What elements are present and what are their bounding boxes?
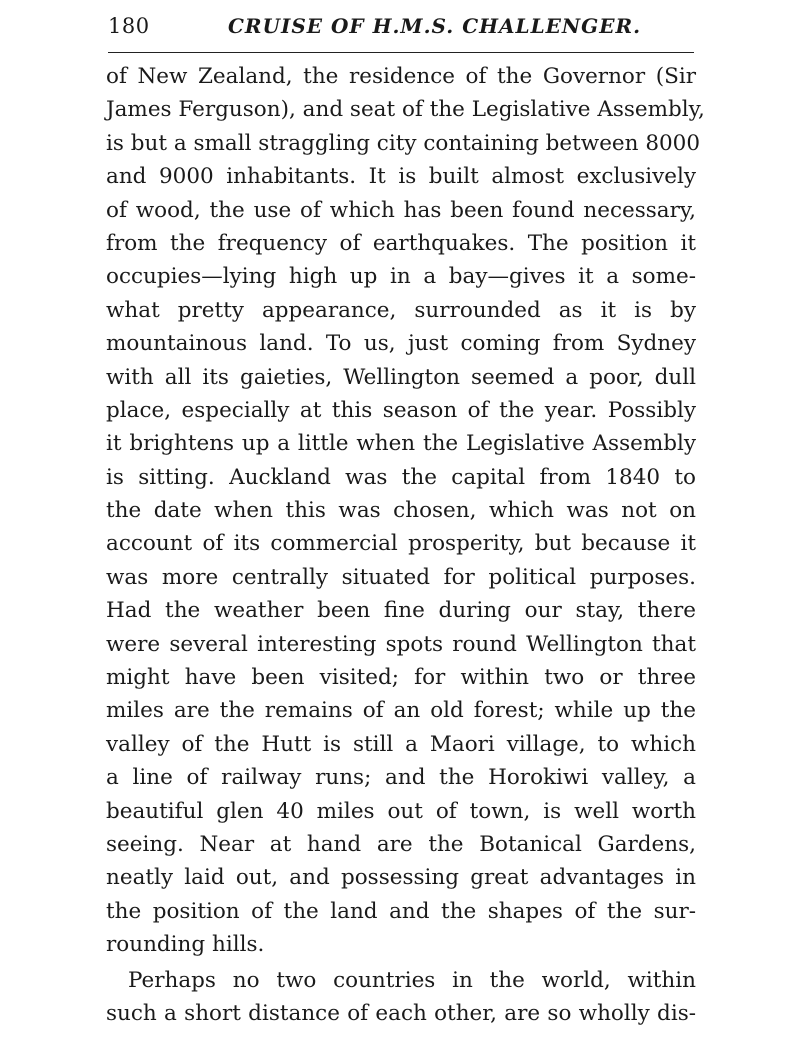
text-line: occupies—lying high up in a bay—gives it a some- xyxy=(106,264,696,290)
text-line: such a short distance of each other, are so wholly dis- xyxy=(106,1000,696,1026)
text-line: of New Zealand, the residence of the Governor (Sir xyxy=(106,64,696,89)
text-line: valley of the Hutt is still a Maori village, to which xyxy=(106,731,696,757)
text-line: a line of railway runs; and the Horokiwi valley, a xyxy=(106,765,696,791)
text-line: beautiful glen 40 miles out of town, is well worth xyxy=(106,798,696,824)
paragraph-2 xyxy=(106,964,696,1031)
running-head xyxy=(108,14,694,48)
text-line: what pretty appearance, surrounded as it is by xyxy=(106,297,696,323)
header-rule xyxy=(108,52,694,53)
running-title: CRUISE OF H.M.S. CHALLENGER. xyxy=(228,14,642,38)
text-line: rounding hills. xyxy=(106,932,265,958)
text-line: is sitting. Auckland was the capital from 1840 to xyxy=(106,464,696,490)
text-line: seeing. Near at hand are the Botanical Gardens, xyxy=(106,831,696,857)
text-line: the date when this was chosen, which was not on xyxy=(106,498,696,524)
text-line: the position of the land and the shapes of the sur- xyxy=(106,898,696,924)
text-line: James Ferguson), and seat of the Legislative Assembly, xyxy=(106,97,705,123)
text-line: Perhaps no two countries in the world, within xyxy=(128,967,696,993)
text-line: Had the weather been fine during our stay, there xyxy=(106,598,696,624)
body-text xyxy=(106,60,705,1030)
text-line: of wood, the use of which has been found necessary, xyxy=(106,197,696,223)
text-line: with all its gaieties, Wellington seemed a poor, dull xyxy=(106,364,696,390)
text-line: neatly laid out, and possessing great advantages in xyxy=(106,865,696,891)
text-line: from the frequency of earthquakes. The position it xyxy=(106,230,696,256)
text-line: miles are the remains of an old forest; while up the xyxy=(106,698,696,724)
text-line: was more centrally situated for political purposes. xyxy=(106,564,696,590)
text-line: might have been visited; for within two or three xyxy=(106,665,696,691)
paragraph-1 xyxy=(106,60,705,962)
text-line: it brightens up a little when the Legislative Assembly xyxy=(106,431,696,457)
text-line: and 9000 inhabitants. It is built almost exclusively xyxy=(106,164,696,190)
text-line: place, especially at this season of the year. Possibly xyxy=(106,397,696,423)
page-number: 180 xyxy=(108,14,150,38)
text-line: is but a small straggling city containing between 8000 xyxy=(106,130,701,156)
text-line: mountainous land. To us, just coming from Sydney xyxy=(106,331,696,357)
text-line: account of its commercial prosperity, but because it xyxy=(106,531,696,557)
text-line: were several interesting spots round Wellington that xyxy=(106,631,696,657)
